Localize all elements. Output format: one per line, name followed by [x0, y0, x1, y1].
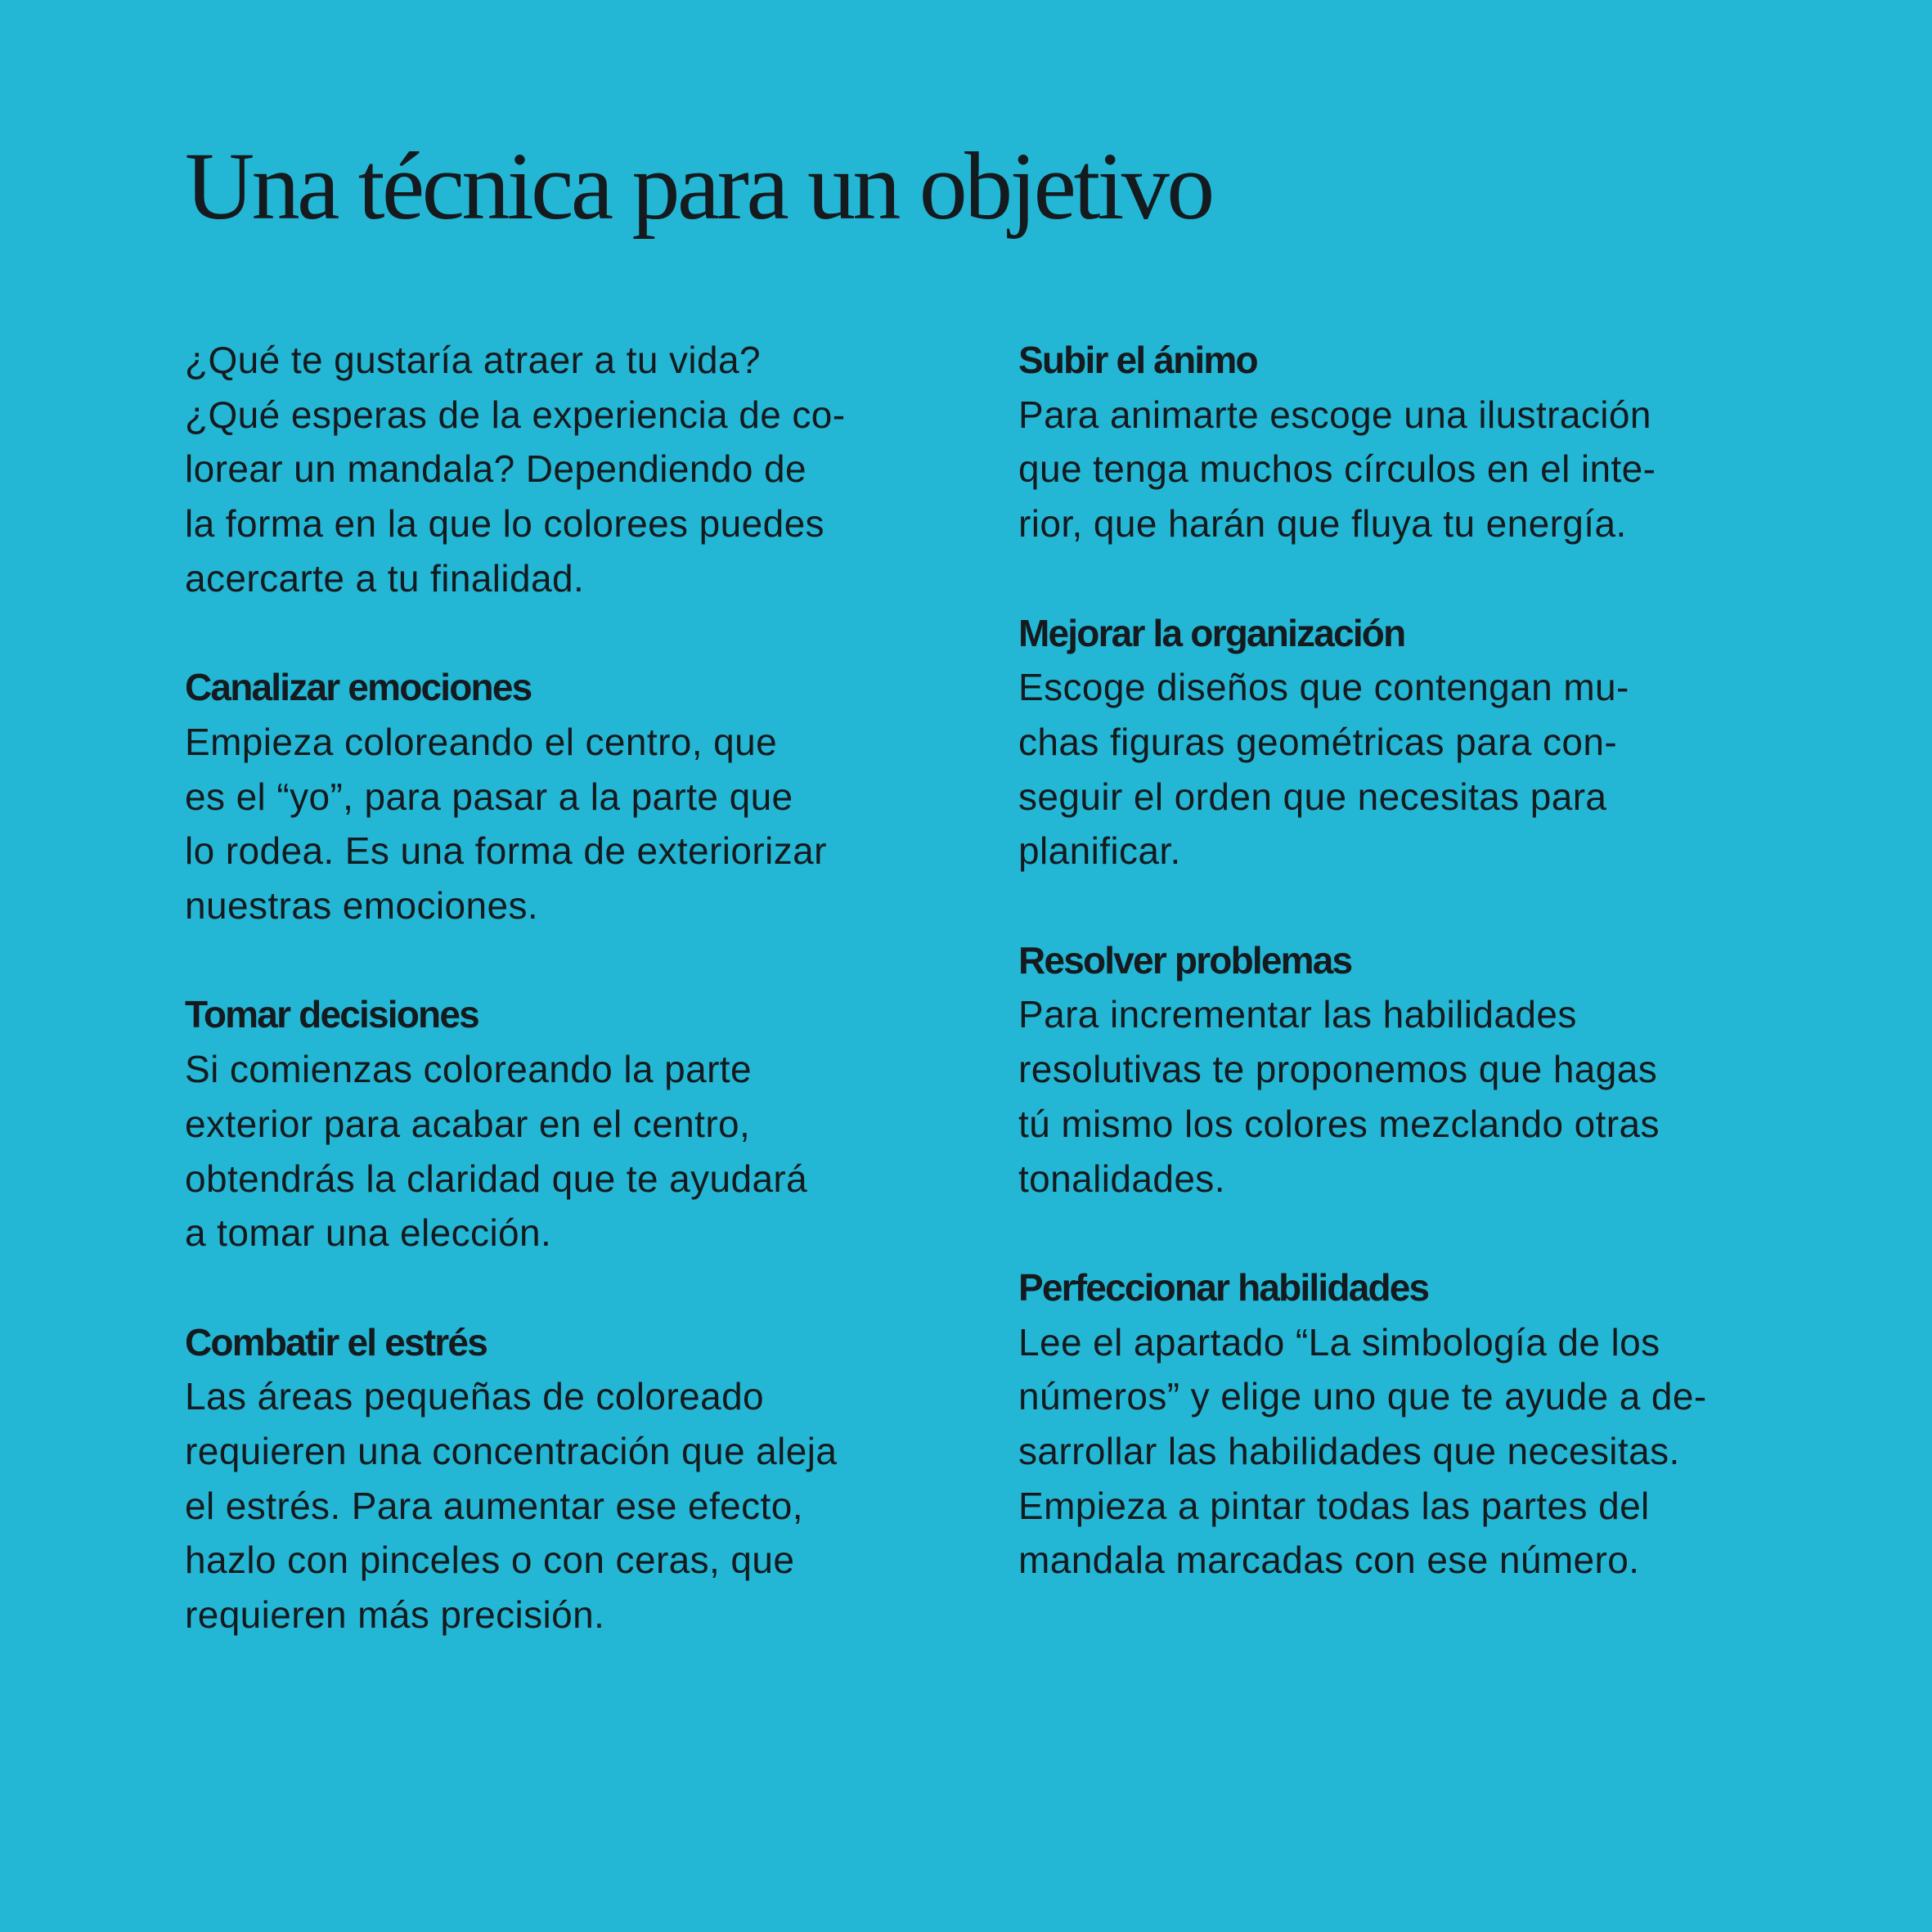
- section-perfeccionar-habilidades: [1018, 1260, 1804, 1588]
- section-heading: Combatir el estrés: [185, 1320, 487, 1364]
- text-line: a tomar una elección.: [185, 1211, 552, 1255]
- text-line: Lee el apartado “La simbología de los: [1018, 1320, 1660, 1364]
- text-line: planificar.: [1018, 829, 1181, 873]
- text-line: sarrollar las habilidades que necesitas.: [1018, 1430, 1680, 1473]
- text-line: mandala marcadas con ese número.: [1018, 1539, 1640, 1582]
- text-line: hazlo con pinceles o con ceras, que: [185, 1539, 795, 1582]
- text-line: lo rodea. Es una forma de exteriorizar: [185, 829, 827, 873]
- text-line: ¿Qué esperas de la experiencia de co-: [185, 393, 846, 436]
- section-heading: Canalizar emociones: [185, 666, 532, 709]
- section-subir-el-animo: [1018, 333, 1804, 551]
- section-resolver-problemas: [1018, 933, 1804, 1206]
- section-mejorar-la-organizacion: [1018, 606, 1804, 879]
- text-line: acercarte a tu finalidad.: [185, 556, 585, 600]
- text-line: números” y elige uno que te ayude a de-: [1018, 1375, 1707, 1418]
- text-line: Las áreas pequeñas de coloreado: [185, 1375, 765, 1418]
- text-line: resolutivas te proponemos que hagas: [1018, 1048, 1658, 1091]
- text-line: Si comienzas coloreando la parte: [185, 1048, 752, 1091]
- left-column: [185, 333, 970, 1642]
- right-column: [1018, 333, 1804, 1588]
- section-heading: Perfeccionar habilidades: [1018, 1265, 1429, 1309]
- section-canalizar-emociones: [185, 660, 970, 933]
- section-heading: Subir el ánimo: [1018, 339, 1257, 381]
- text-line: requieren más precisión.: [185, 1593, 605, 1637]
- text-line: obtendrás la claridad que te ayudará: [185, 1157, 808, 1200]
- section-heading: Mejorar la organización: [1018, 611, 1405, 654]
- section-heading: Resolver problemas: [1018, 938, 1352, 982]
- text-line: el estrés. Para aumentar ese efecto,: [185, 1484, 803, 1527]
- section-heading: Tomar decisiones: [185, 993, 479, 1036]
- text-line: nuestras emociones.: [185, 884, 539, 928]
- text-line: exterior para acabar en el centro,: [185, 1102, 751, 1145]
- text-line: chas figuras geométricas para con-: [1018, 720, 1618, 763]
- text-line: la forma en la que lo colorees puedes: [185, 502, 824, 546]
- text-line: requieren una concentración que aleja: [185, 1430, 838, 1473]
- text-line: rior, que harán que fluya tu energía.: [1018, 502, 1627, 546]
- text-line: seguir el orden que necesitas para: [1018, 775, 1607, 818]
- text-line: Escoge diseños que contengan mu-: [1018, 666, 1629, 709]
- intro-paragraph: [185, 333, 970, 606]
- text-line: tonalidades.: [1018, 1157, 1225, 1200]
- text-line: Para animarte escoge una ilustración: [1018, 393, 1651, 436]
- page-title: Una técnica para un objetivo: [185, 133, 1212, 240]
- text-line: Empieza a pintar todas las partes del: [1018, 1484, 1650, 1527]
- text-line: lorear un mandala? Dependiendo de: [185, 447, 806, 491]
- text-line: ¿Qué te gustaría atraer a tu vida?: [185, 339, 761, 381]
- text-line: es el “yo”, para pasar a la parte que: [185, 775, 793, 818]
- text-line: tú mismo los colores mezclando otras: [1018, 1102, 1660, 1145]
- section-combatir-el-estres: [185, 1315, 970, 1642]
- text-line: Para incrementar las habilidades: [1018, 993, 1577, 1036]
- text-line: que tenga muchos círculos en el inte-: [1018, 447, 1656, 491]
- section-tomar-decisiones: [185, 987, 970, 1260]
- text-line: Empieza coloreando el centro, que: [185, 720, 778, 763]
